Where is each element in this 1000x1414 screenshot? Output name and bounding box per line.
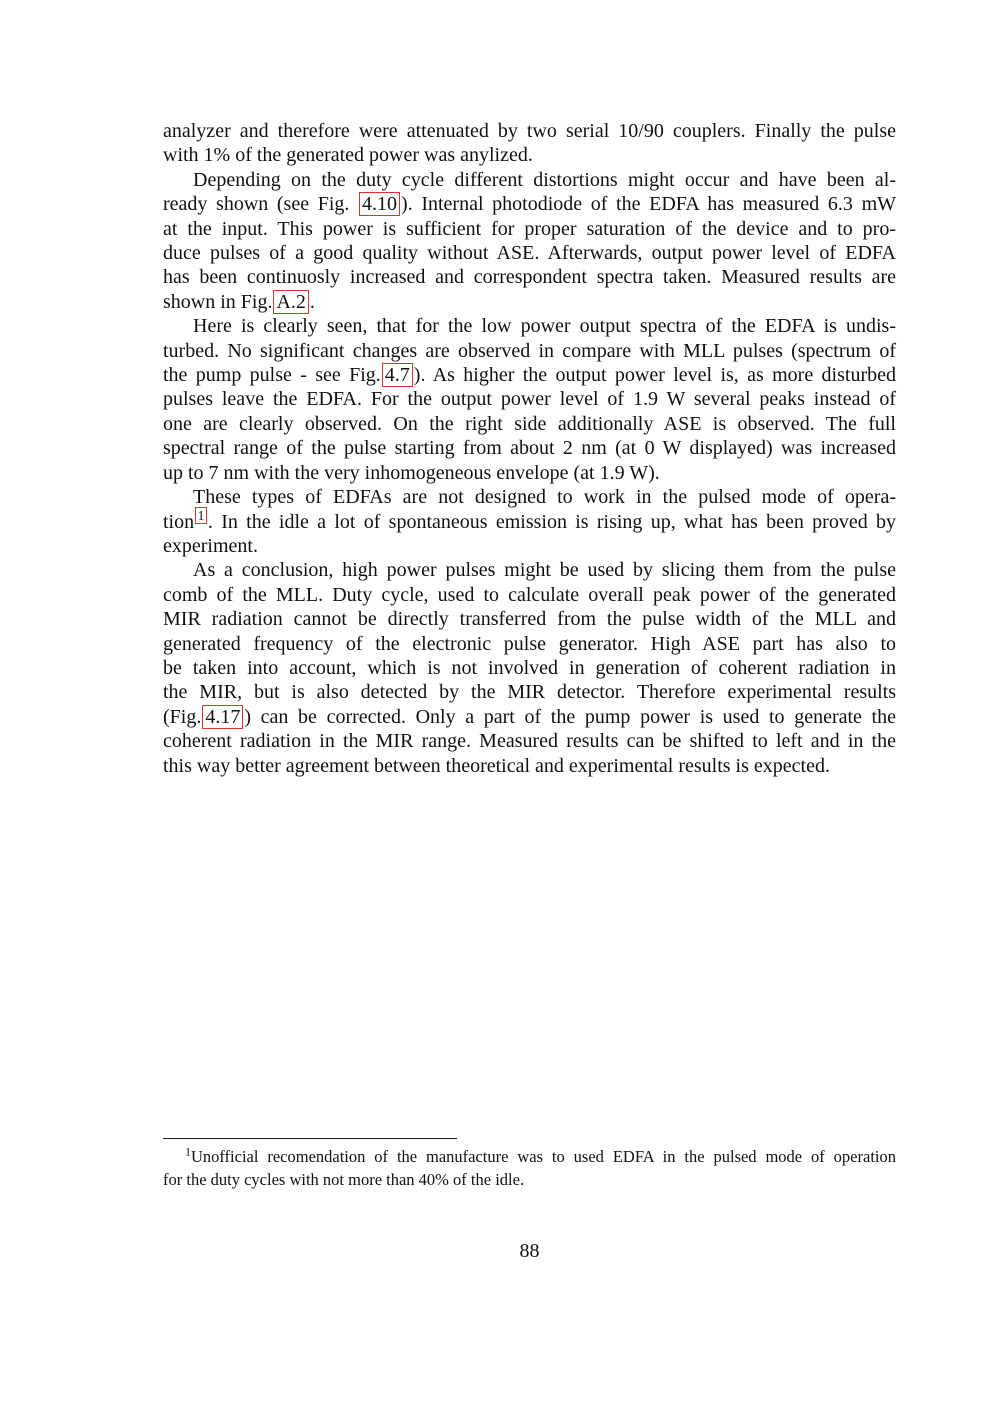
text-line <box>163 583 896 607</box>
text-segment: this way better agreement between theoretical and experimental results is expected. <box>163 754 830 777</box>
text-segment: pulses leave the EDFA. For the output power level of 1.9 W several peaks instead of <box>163 388 896 411</box>
text-line <box>163 339 896 363</box>
text-segment: ready shown (see Fig. <box>163 193 359 216</box>
text-segment: up to 7 nm with the very inhomogeneous envelope (at 1.9 W). <box>163 461 660 484</box>
text-line <box>163 217 896 241</box>
text-line <box>163 461 896 485</box>
text-line <box>163 507 896 534</box>
figure-ref-link[interactable]: A.2 <box>273 290 308 314</box>
text-segment: comb of the MLL. Duty cycle, used to calculate overall peak power of the generated <box>163 583 896 606</box>
paragraph <box>163 485 896 558</box>
text-line <box>163 436 896 460</box>
footnote-marker-link[interactable]: 1 <box>195 507 207 524</box>
text-line <box>163 705 896 729</box>
text-segment: MIR radiation cannot be directly transferred from the pulse width of the MLL and <box>163 608 896 631</box>
text-segment: at the input. This power is sufficient for proper saturation of the device and to pro- <box>163 217 896 240</box>
text-segment: These types of EDFAs are not designed to work in the pulsed mode of opera- <box>193 486 896 509</box>
text-line <box>163 754 896 778</box>
text-segment: generated frequency of the electronic pulse generator. High ASE part has also to <box>163 632 896 655</box>
paragraph <box>163 168 896 314</box>
text-segment: the pump pulse - see Fig. <box>163 364 381 387</box>
footnote-rule <box>163 1138 457 1139</box>
text-segment: Here is clearly seen, that for the low power output spectra of the EDFA is undis- <box>193 315 896 338</box>
text-segment: ). Internal photodiode of the EDFA has measured 6.3 mW <box>401 193 896 216</box>
footnote <box>163 1146 896 1191</box>
text-segment: with 1% of the generated power was anylized. <box>163 144 533 167</box>
text-segment: one are clearly observed. On the right side additionally ASE is observed. The full <box>163 412 896 435</box>
text-block <box>163 119 896 778</box>
figure-ref-link[interactable]: 4.17 <box>202 705 243 729</box>
text-segment: tion <box>163 510 195 533</box>
text-segment: As a conclusion, high power pulses might be used by slicing them from the pulse <box>193 559 896 582</box>
text-line <box>163 558 896 582</box>
text-segment: turbed. No significant changes are observed in compare with MLL pulses (spectrum of <box>163 339 896 362</box>
text-segment: experiment. <box>163 534 258 557</box>
text-line <box>163 192 896 216</box>
text-segment: . In the idle a lot of spontaneous emission is rising up, what has been proved by <box>207 510 896 533</box>
text-segment: (Fig. <box>163 705 202 728</box>
text-segment: analyzer and therefore were attenuated by two serial 10/90 couplers. Finally the pulse <box>163 120 896 142</box>
text-segment: coherent radiation in the MIR range. Measured results can be shifted to left and in the <box>163 730 896 753</box>
text-line <box>163 314 896 338</box>
paragraph <box>163 119 896 168</box>
text-segment: the MIR, but is also detected by the MIR detector. Therefore experimental results <box>163 681 896 704</box>
paragraph <box>163 314 896 485</box>
text-line <box>163 387 896 411</box>
text-segment: has been continuosly increased and correspondent spectra taken. Measured results are <box>163 266 896 289</box>
text-segment: Depending on the duty cycle different distortions might occur and have been al- <box>193 168 896 191</box>
text-line <box>163 485 896 509</box>
text-segment: ) can be corrected. Only a part of the pump power is used to generate the <box>244 705 896 728</box>
text-segment: Unofficial recomendation of the manufacture was to used EDFA in the pulsed mode of operation <box>190 1147 896 1166</box>
text-line <box>163 363 896 387</box>
text-line <box>163 241 896 265</box>
figure-ref-link[interactable]: 4.10 <box>359 192 400 216</box>
text-line <box>163 412 896 436</box>
text-line <box>163 632 896 656</box>
text-segment: ). As higher the output power level is, as more disturbed <box>413 364 896 387</box>
text-line <box>163 534 896 558</box>
text-line <box>163 729 896 753</box>
text-line <box>163 290 896 314</box>
text-segment: shown in Fig. <box>163 290 273 313</box>
footnote-marker: 1 <box>185 1144 191 1159</box>
text-line <box>163 1169 896 1192</box>
text-segment: duce pulses of a good quality without ASE. Afterwards, output power level of EDFA <box>163 242 896 265</box>
text-line <box>163 680 896 704</box>
text-line <box>163 168 896 192</box>
text-segment: . <box>309 290 315 313</box>
text-segment: be taken into account, which is not involved in generation of coherent radiation in <box>163 656 896 679</box>
paragraph <box>163 558 896 778</box>
page-number: 88 <box>519 1240 540 1262</box>
text-segment: for the duty cycles with not more than 40% of the idle. <box>163 1169 525 1189</box>
text-line <box>163 143 896 167</box>
text-line <box>163 265 896 289</box>
text-line <box>163 119 896 143</box>
text-line <box>163 656 896 680</box>
text-line <box>163 607 896 631</box>
text-line <box>163 1146 896 1169</box>
text-segment: spectral range of the pulse starting from about 2 nm (at 0 W displayed) was increased <box>163 437 896 460</box>
figure-ref-link[interactable]: 4.7 <box>382 363 413 387</box>
